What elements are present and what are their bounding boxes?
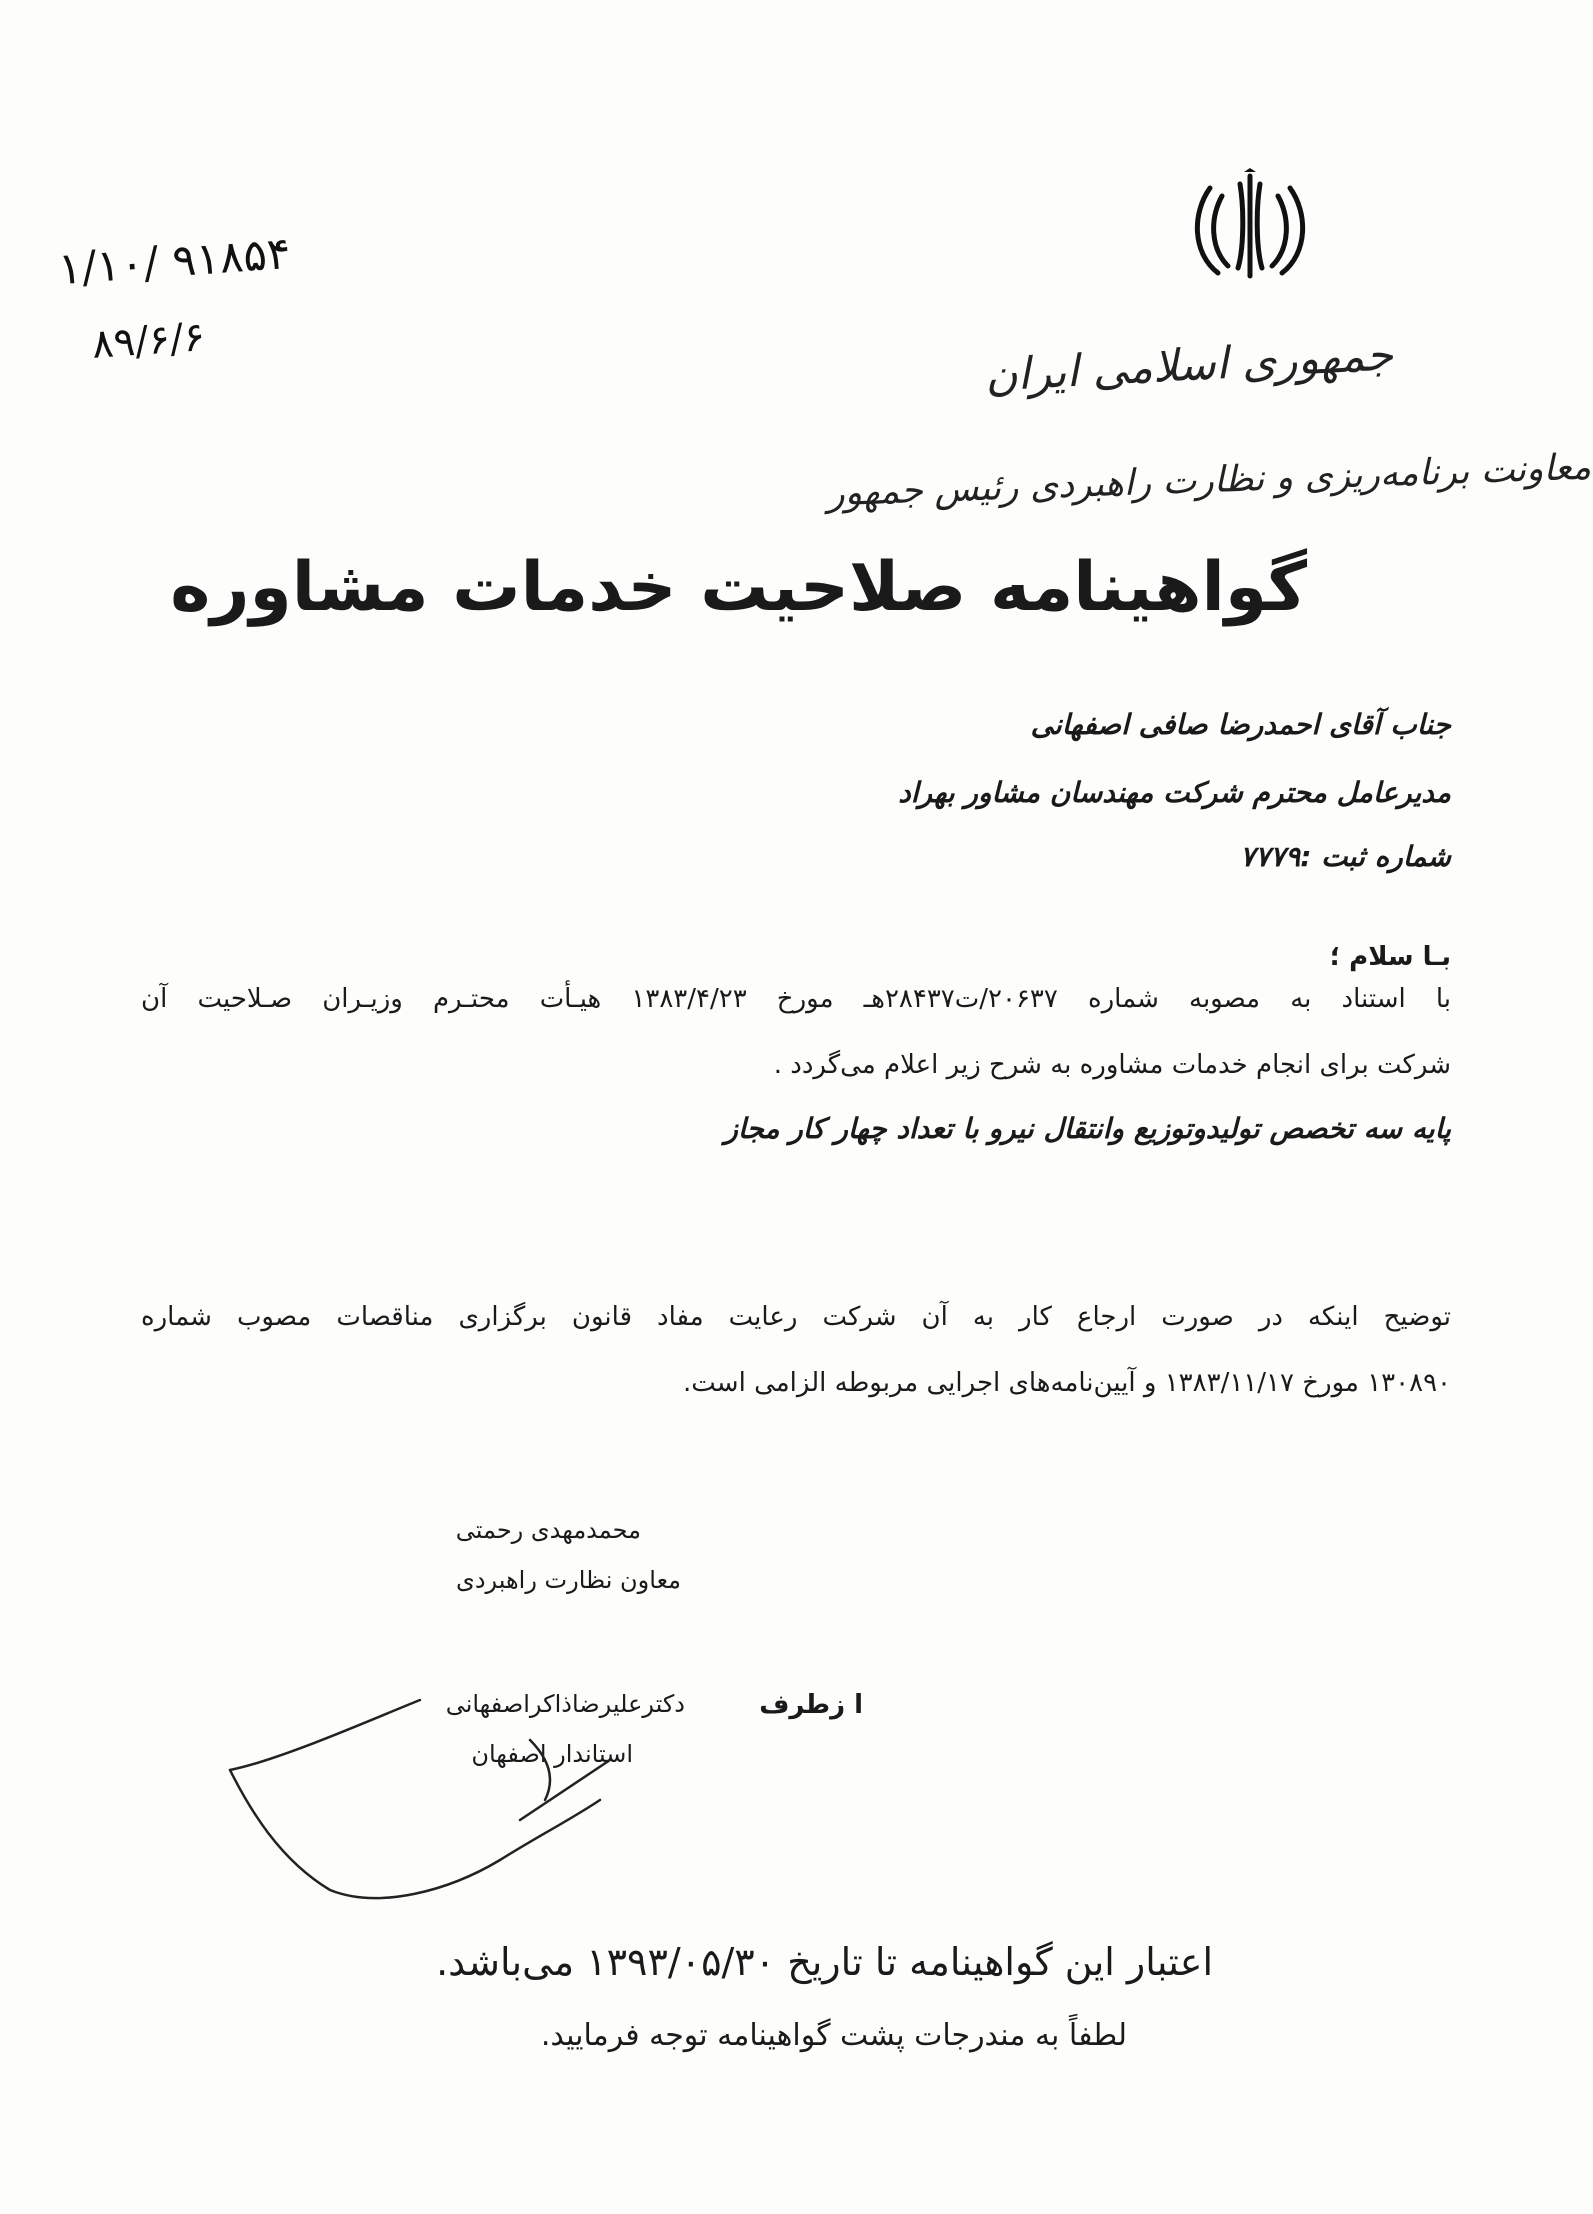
recipient-name: جناب آقای احمدرضا صافی اصفهانی [1030,708,1451,741]
paragraph-1-line-1: با استناد به مصوبه شماره ۲۰۶۳۷/ت۲۸۴۳۷هـ مورخ ۱۳۸۳/۴/۲۳ هیـأت محتـرم وزیـران صـلاحیت آن [141,984,1451,1014]
greeting: بـا سلام ؛ [1329,942,1451,972]
page-title: گواهینامه صلاحیت خدمات مشاوره [170,548,1307,627]
paragraph-2-line-1: توضیح اینکه در صورت ارجاع کار به آن شرکت رعایت مفاد قانون برگزاری مناقصات مصوب شماره [141,1302,1451,1332]
on-behalf-label: ا زطرف [759,1690,863,1720]
registration-number: شماره ثبت :۷۷۷۹ [1240,840,1451,873]
signatory-title: معاون نظارت راهبردی [456,1566,681,1594]
paragraph-2-line-2: ۱۳۰۸۹۰ مورخ ۱۳۸۳/۱۱/۱۷ و آیین‌نامه‌های اجرایی مربوطه الزامی است. [683,1368,1451,1398]
handwritten-reference-number: ۱/۱۰/ ۹۱۸۵۴ [56,227,293,296]
recipient-position: مدیرعامل محترم شرکت مهندسان مشاور بهراد [898,776,1451,809]
handwritten-signature-icon [220,1660,700,1910]
back-side-note: لطفاً به مندرجات پشت گواهینامه توجه فرمایید. [540,2018,1127,2053]
validity-statement: اعتبار این گواهینامه تا تاریخ ۱۳۹۳/۰۵/۳۰ می‌باشد. [436,1940,1213,1984]
paragraph-1-line-2: شرکت برای انجام خدمات مشاوره به شرح زیر اعلام می‌گردد . [773,1050,1451,1080]
header-country: جمهوری اسلامی ایران [983,329,1395,402]
qualification-statement: پایه سه تخصص تولیدوتوزیع وانتقال نیرو با تعداد چهار کار مجاز [724,1112,1451,1145]
on-behalf-name: دکترعلیرضاذاکراصفهانی [445,1690,685,1718]
iran-emblem-icon [1170,168,1330,288]
on-behalf-title: استاندار اصفهان [471,1740,633,1768]
signatory-name: محمدمهدی رحمتی [455,1516,641,1544]
handwritten-reference-date: ۸۹/۶/۶ [90,314,207,368]
header-office: معاونت برنامه‌ریزی و نظارت راهبردی رئیس جمهور [826,446,1592,515]
